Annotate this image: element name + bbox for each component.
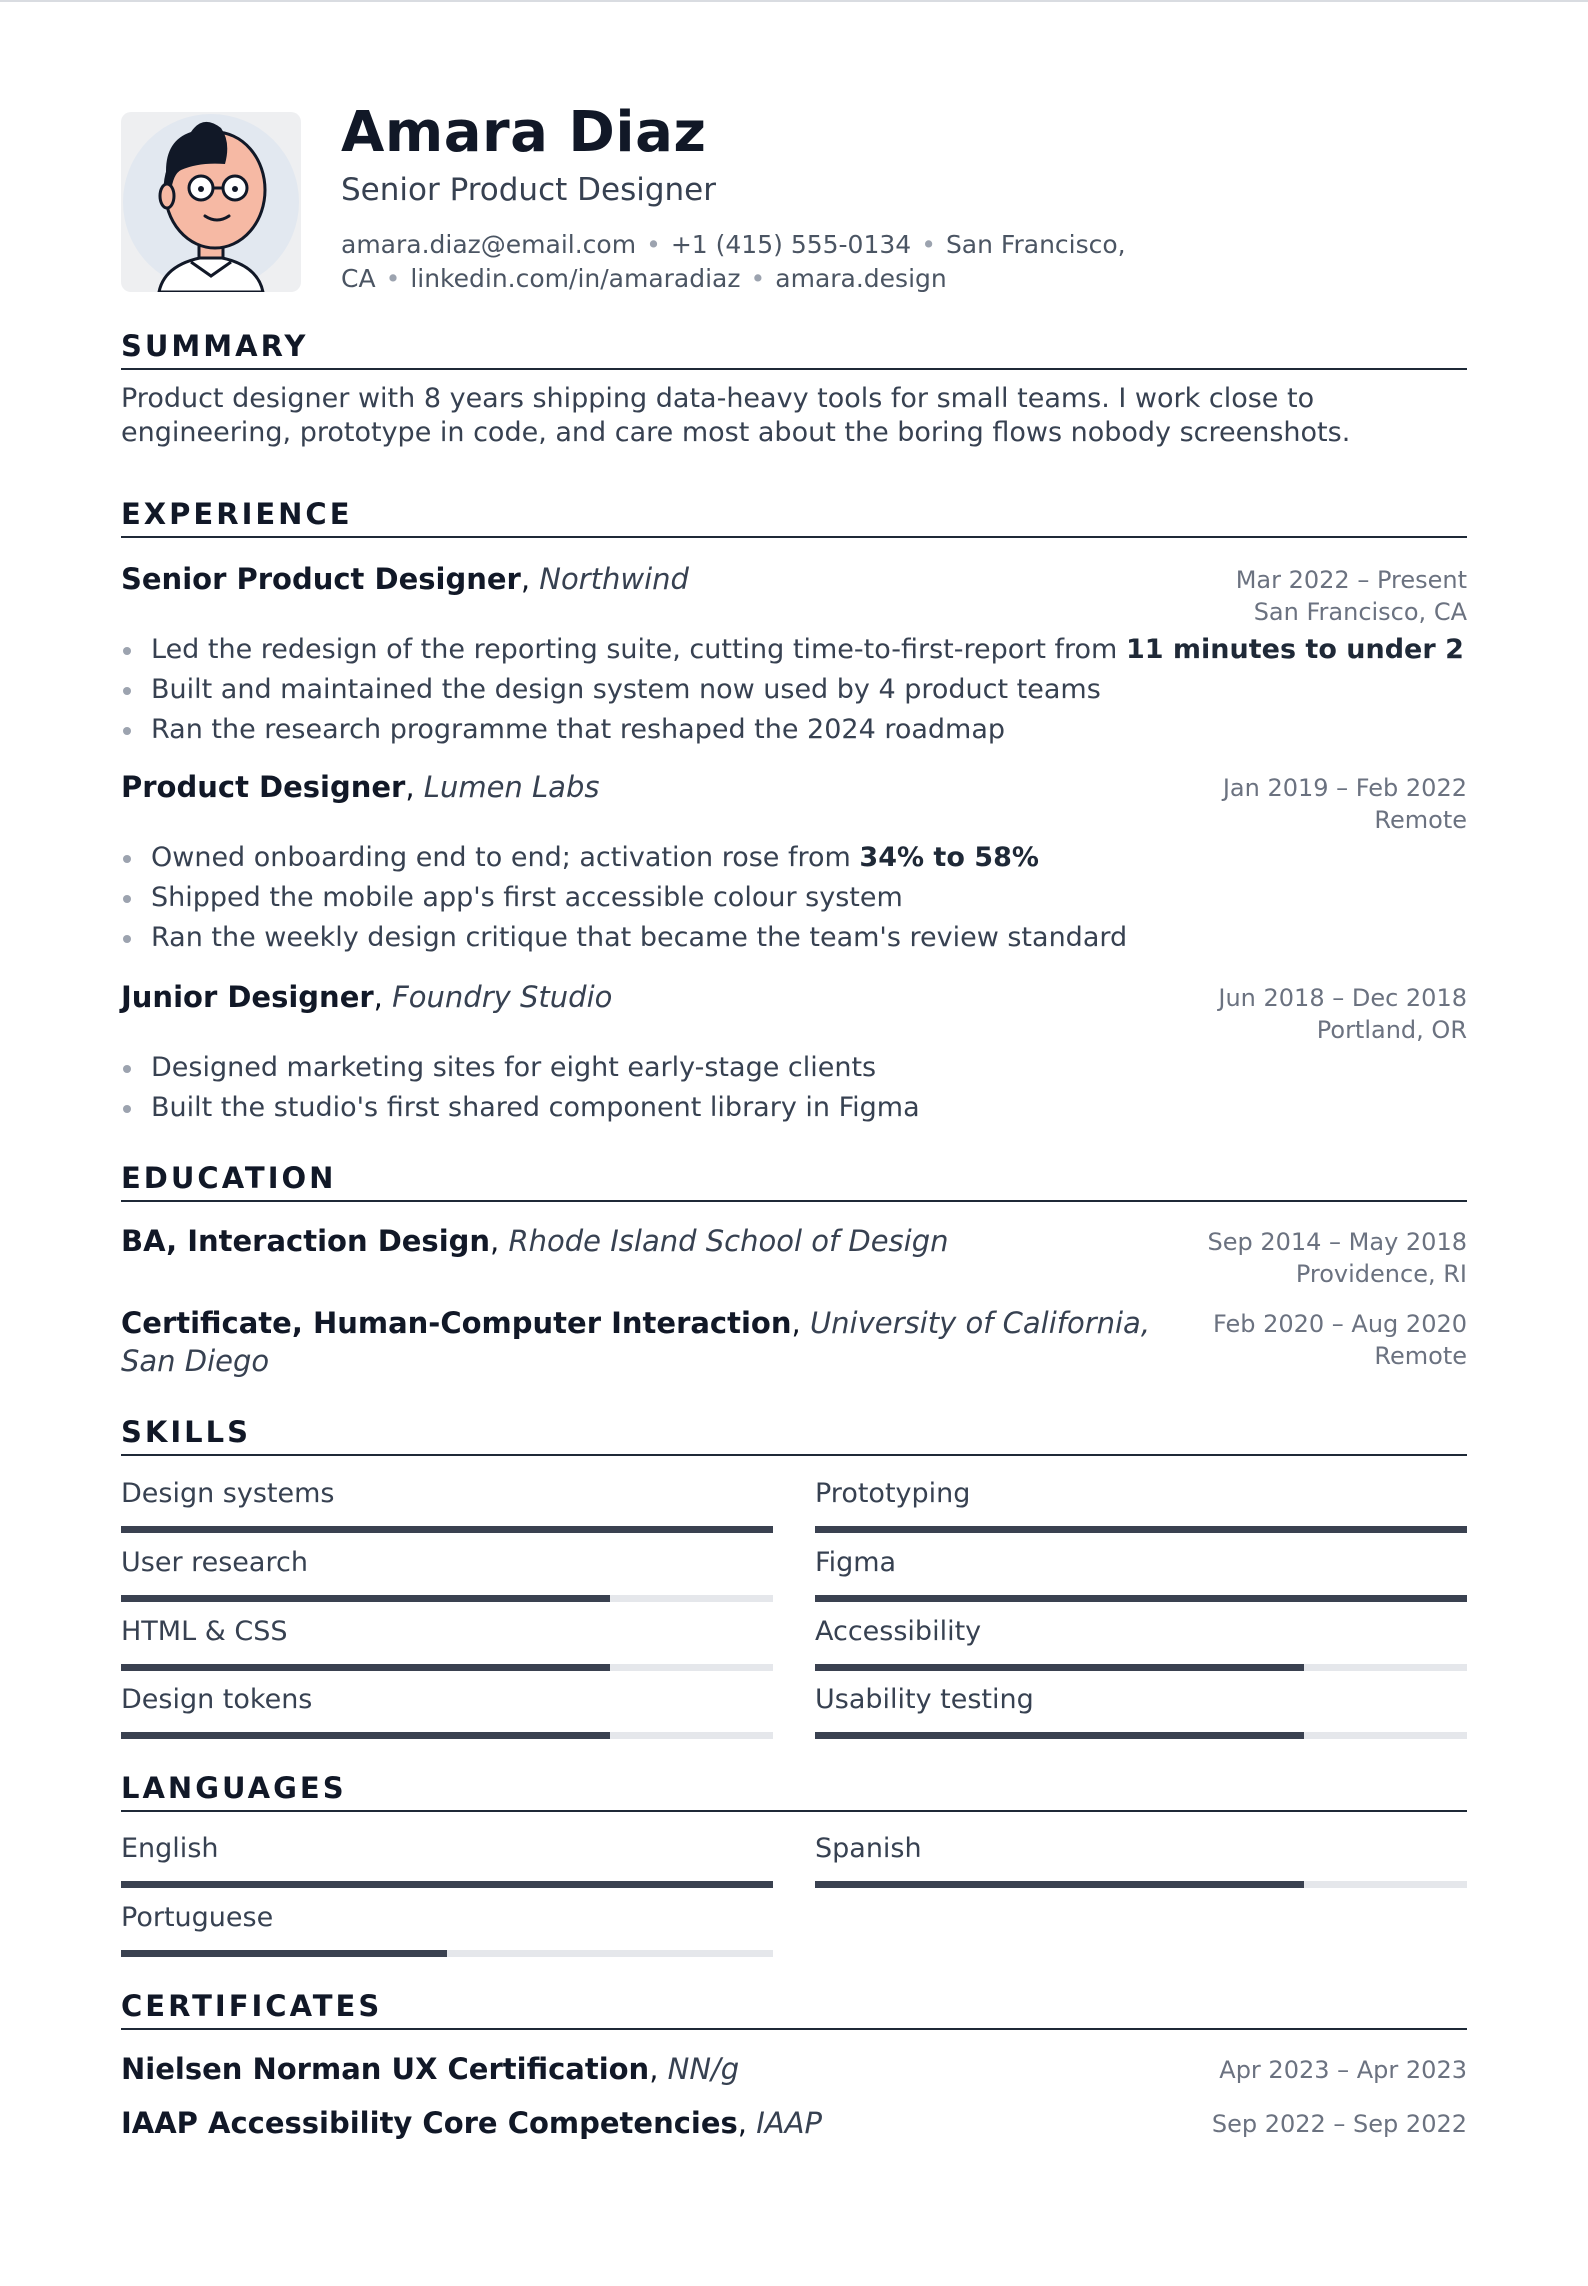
skill-bar [121, 1595, 773, 1602]
job-company: Lumen Labs [423, 770, 600, 804]
list-item: Ran the research programme that reshaped the 2024 roadmap [121, 710, 1467, 750]
job-meta [1218, 982, 1467, 1046]
skill-item [815, 1545, 1467, 1602]
skill-bar-fill [121, 1732, 610, 1739]
avatar-illustration [121, 112, 301, 292]
skill-item [815, 1682, 1467, 1739]
language-label: Spanish [815, 1833, 922, 1864]
skill-label: Design tokens [121, 1684, 313, 1715]
section-title: EXPERIENCE [121, 494, 1467, 538]
list-item: Led the redesign of the reporting suite, cutting time-to-first-report from 11 minutes to under 2 [121, 630, 1467, 670]
section-title: EDUCATION [121, 1158, 1467, 1202]
experience-entry [121, 768, 1467, 958]
language-bar [121, 1881, 773, 1888]
skill-item [121, 1614, 773, 1671]
certificate-dates: Sep 2022 – Sep 2022 [1211, 2110, 1467, 2138]
education-meta [1207, 1226, 1467, 1290]
skill-bar [121, 1664, 773, 1671]
education-location: Providence, RI [1295, 1260, 1467, 1288]
section-title: SKILLS [121, 1412, 1467, 1456]
degree: Certificate, Human-Computer Interaction [121, 1306, 792, 1340]
language-bar [121, 1950, 773, 1957]
degree: BA, Interaction Design [121, 1224, 491, 1258]
skill-item [815, 1614, 1467, 1671]
list-item: Ran the weekly design critique that became the team's review standard [121, 918, 1467, 958]
school: Rhode Island School of Design [508, 1224, 949, 1258]
certificate-issuer: IAAP [756, 2106, 822, 2140]
section-title: CERTIFICATES [121, 1986, 1467, 2030]
skill-bar [815, 1664, 1467, 1671]
skill-bar-fill [815, 1732, 1304, 1739]
job-location: San Francisco, CA [1253, 598, 1467, 626]
education-heading: Certificate, Human-Computer Interaction, University of California, San Diego [121, 1306, 1151, 1378]
certificate-heading: IAAP Accessibility Core Competencies, IAAP [121, 2106, 822, 2140]
location-text: San Francisco, CA [341, 230, 1126, 293]
language-label: English [121, 1833, 219, 1864]
skill-label: User research [121, 1547, 308, 1578]
language-label: Portuguese [121, 1902, 274, 1933]
job-dates: Jun 2018 – Dec 2018 [1218, 984, 1467, 1012]
skill-bar [121, 1526, 773, 1533]
list-item: Shipped the mobile app's first accessible colour system [121, 878, 1467, 918]
skill-bar-fill [121, 1664, 610, 1671]
phone-text: +1 (415) 555-0134 [670, 230, 912, 259]
skill-item [815, 1476, 1467, 1533]
avatar [121, 112, 301, 292]
job-company: Northwind [539, 562, 689, 596]
job-meta [1236, 564, 1467, 628]
skill-label: Prototyping [815, 1478, 971, 1509]
section-title: LANGUAGES [121, 1768, 1467, 1812]
summary-section [121, 326, 1467, 450]
skill-bar [815, 1595, 1467, 1602]
job-role: Product Designer [121, 770, 406, 804]
job-heading: Product Designer, Lumen Labs [121, 770, 600, 804]
skill-bar-fill [121, 1526, 773, 1533]
separator-dot: • [750, 264, 766, 293]
language-item [121, 1831, 773, 1888]
certificate-heading: Nielsen Norman UX Certification, NN/g [121, 2052, 740, 2086]
education-heading: BA, Interaction Design, Rhode Island School of Design [121, 1224, 949, 1258]
certificate-name: Nielsen Norman UX Certification [121, 2052, 650, 2086]
skill-item [121, 1476, 773, 1533]
summary-text: Product designer with 8 years shipping data-heavy tools for small teams. I work close to engineering, prototype in code, and care most about the boring flows nobody screenshots. [121, 383, 1351, 448]
job-company: Foundry Studio [392, 980, 613, 1014]
skill-label: HTML & CSS [121, 1616, 288, 1647]
education-entry [121, 1304, 1467, 1380]
list-item: Owned onboarding end to end; activation rose from 34% to 58% [121, 838, 1467, 878]
skill-bar-fill [121, 1595, 610, 1602]
skill-bar [815, 1732, 1467, 1739]
language-bar-fill [121, 1881, 773, 1888]
list-item: Built the studio's first shared component library in Figma [121, 1088, 1467, 1128]
languages-section [121, 1768, 1467, 1812]
job-meta [1223, 772, 1467, 836]
education-dates: Sep 2014 – May 2018 [1207, 1228, 1467, 1256]
website-link[interactable]: amara.design [775, 264, 947, 293]
certificate-entry [121, 2050, 1467, 2088]
job-role: Junior Designer [121, 980, 374, 1014]
education-location: Remote [1374, 1342, 1467, 1370]
job-dates: Jan 2019 – Feb 2022 [1222, 774, 1467, 802]
list-item: Built and maintained the design system now used by 4 product teams [121, 670, 1467, 710]
skill-item [121, 1545, 773, 1602]
school: University of California, San Diego [121, 1306, 1151, 1378]
job-role: Senior Product Designer [121, 562, 521, 596]
job-bullets [121, 838, 1467, 958]
language-bar [815, 1881, 1467, 1888]
skill-item [121, 1682, 773, 1739]
language-bar-fill [121, 1950, 447, 1957]
list-item: Designed marketing sites for eight early-stage clients [121, 1048, 1467, 1088]
resume-header [121, 100, 1467, 298]
certificate-entry [121, 2104, 1467, 2142]
top-divider [0, 0, 1588, 2]
skills-section [121, 1412, 1467, 1456]
separator-dot: • [921, 230, 936, 259]
education-section [121, 1158, 1467, 1202]
skill-bar [121, 1732, 773, 1739]
contact-info [341, 228, 1161, 296]
job-dates: Mar 2022 – Present [1235, 566, 1467, 594]
job-location: Portland, OR [1316, 1016, 1467, 1044]
experience-entry [121, 978, 1467, 1128]
job-bullets [121, 630, 1467, 750]
section-title: SUMMARY [121, 326, 1467, 370]
skill-label: Figma [815, 1547, 897, 1578]
language-item [121, 1900, 773, 1957]
skill-bar-fill [815, 1595, 1467, 1602]
skill-bar-fill [815, 1526, 1467, 1533]
candidate-name: Amara Diaz [341, 100, 707, 165]
job-bullets [121, 1048, 1467, 1128]
linkedin-link[interactable]: linkedin.com/in/amaradiaz [410, 264, 741, 293]
certificate-dates: Apr 2023 – Apr 2023 [1219, 2056, 1467, 2084]
education-entry [121, 1222, 1467, 1288]
candidate-role: Senior Product Designer [341, 172, 716, 208]
skill-label: Usability testing [815, 1684, 1034, 1715]
experience-entry [121, 560, 1467, 750]
education-meta [1213, 1308, 1467, 1372]
certificate-issuer: NN/g [667, 2052, 740, 2086]
separator-dot: • [646, 230, 661, 259]
language-bar-fill [815, 1881, 1304, 1888]
education-dates: Feb 2020 – Aug 2020 [1212, 1310, 1467, 1338]
job-heading: Senior Product Designer, Northwind [121, 562, 689, 596]
experience-section [121, 494, 1467, 538]
job-location: Remote [1374, 806, 1467, 834]
language-item [815, 1831, 1467, 1888]
skill-label: Design systems [121, 1478, 335, 1509]
certificates-section [121, 1986, 1467, 2030]
certificate-name: IAAP Accessibility Core Competencies [121, 2106, 738, 2140]
email-link[interactable]: amara.diaz@email.com [341, 230, 637, 259]
skill-label: Accessibility [815, 1616, 982, 1647]
skill-bar [815, 1526, 1467, 1533]
job-heading: Junior Designer, Foundry Studio [121, 980, 613, 1014]
skill-bar-fill [815, 1664, 1304, 1671]
separator-dot: • [385, 264, 401, 293]
